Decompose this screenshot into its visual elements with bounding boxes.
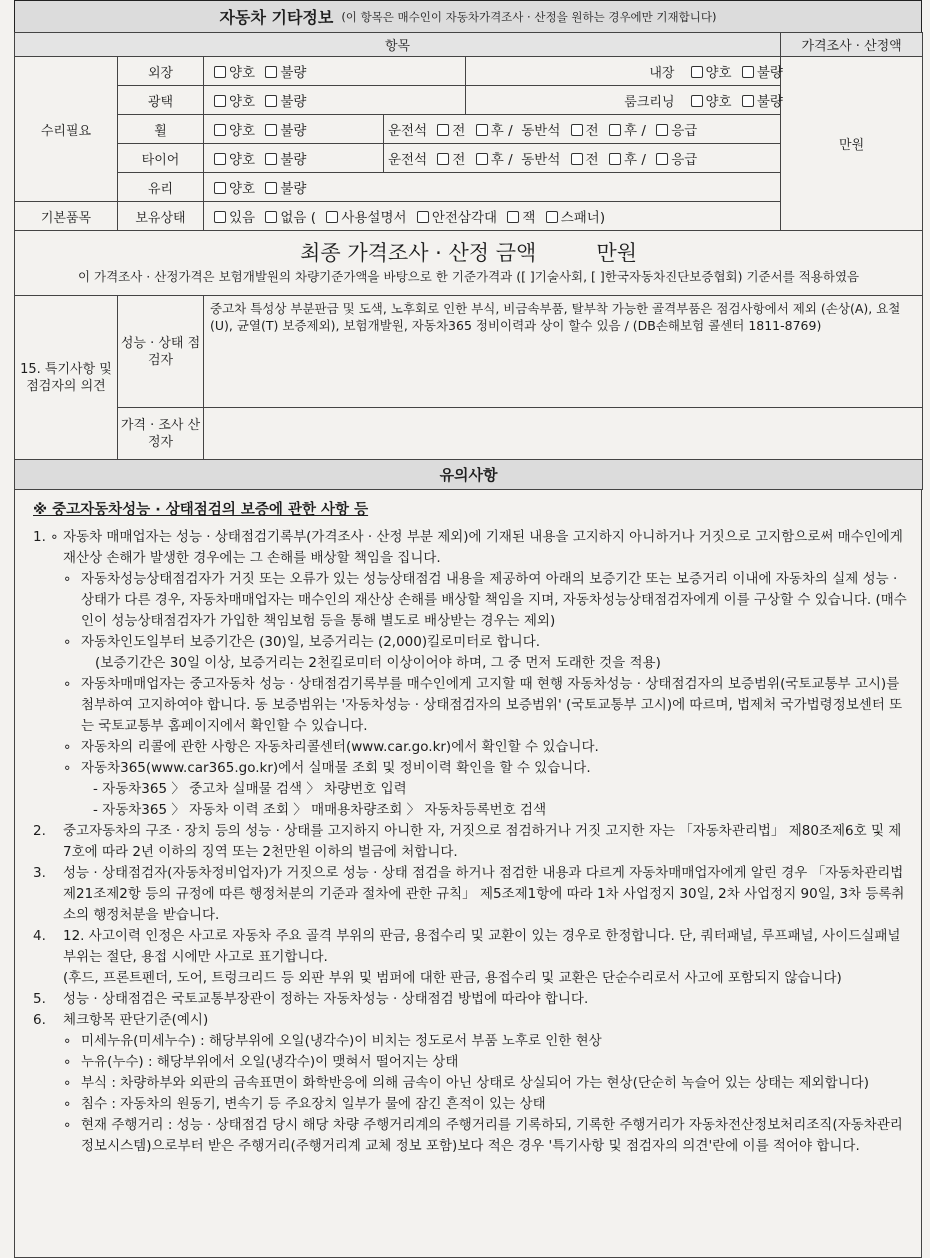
price-unit: 만원 — [781, 57, 923, 231]
note-bullet: ∘ 자동차의 리콜에 관한 사항은 자동차리콜센터(www.car.go.kr)에서 확인할 수 있습니다. — [63, 739, 599, 755]
note-item: 4. 12. 사고이력 인정은 사고로 자동차 주요 골격 부위의 판금, 용접수리 및 교환이 있는 경우로 한정합니다. 단, 쿼터패널, 루프패널, 사이드실패널 부위는 절단, 용접 시에만 사고로 표기합니다. — [33, 928, 901, 965]
note-bullet: ∘ 미세누유(미세누수) : 해당부위에 오일(냉각수)이 비치는 정도로서 부품 노후로 인한 현상 — [63, 1033, 602, 1049]
note-bullet: ∘ 자동차성능상태점검자가 거짓 또는 오류가 있는 성능상태점검 내용을 제공하여 아래의 보증기간 또는 보증거리 이내에 자동차의 실제 성능 · 상태가 다른 경우, 자동차매매업자는 매수인의 재산상 손해를 배상할 책임을 지며, 자동차성능상태점검자에게 이를 구상할 수 있습니다. (매수인이 성능상태점검자가 가입한 책임보험 등을 통해 별도로 배상받는 경우는 제외) — [63, 571, 907, 629]
price-assessor-opinion — [204, 408, 923, 460]
notes-body — [14, 490, 922, 1258]
note-bullet: ∘ 자동차인도일부터 보증기간은 (30)일, 보증거리는 (2,000)킬로미터로 합니다. — [63, 634, 541, 650]
checkbox[interactable] — [691, 66, 703, 78]
basic-items-label: 기본품목 — [15, 202, 118, 231]
row-label-exterior: 외장 — [118, 57, 204, 86]
checkbox[interactable] — [437, 153, 449, 165]
checkbox[interactable] — [214, 124, 226, 136]
gloss-options: 양호 불량 — [204, 86, 466, 115]
repair-needed-label: 수리필요 — [15, 57, 118, 202]
wheel-options: 양호 불량 — [204, 115, 384, 144]
row-label-wheel: 휠 — [118, 115, 204, 144]
row-label-glass: 유리 — [118, 173, 204, 202]
note-bullet: ∘ 자동차365(www.car365.go.kr)에서 실매물 조회 및 정비이력 확인을 할 수 있습니다. — [63, 760, 591, 776]
checkbox[interactable] — [609, 153, 621, 165]
note-bullet: ∘ 자동차매매업자는 중고자동차 성능 · 상태점검기록부를 매수인에게 고지할 때 현행 자동차성능 · 상태점검자의 보증범위(국토교통부 고시)를 첨부하여 고지하여야 합니다. 동 보증범위는 '자동차성능 · 상태점검자의 보증범위' (국토교통부 고시)에 따르며, 법제처 국가법령정보센터 또는 국토교통부 홈페이지에서 확인할 수 있습니다. — [63, 676, 903, 734]
checkbox[interactable] — [265, 211, 277, 223]
checkbox[interactable] — [437, 124, 449, 136]
note-bullet: ∘ 부식 : 차량하부와 외판의 금속표면이 화학반응에 의해 금속이 아닌 상태로 상실되어 가는 현상(단순히 녹슬어 있는 상태는 제외합니다) — [63, 1075, 869, 1091]
note-item: 1. ∘ 자동차 매매업자는 성능 · 상태점검기록부(가격조사 · 산정 부분 제외)에 기재된 내용을 고지하지 아니하거나 거짓으로 고지함으로써 매수인에게 재산상 손해가 발생한 경우에는 그 손해를 배상할 책임을 집니다. — [33, 529, 903, 566]
note-item: 2. 중고자동차의 구조 · 장치 등의 성능 · 상태를 고지하지 아니한 자, 거짓으로 점검하거나 거짓 고지한 자는 「자동차관리법」 제80조제6호 및 제7호에 따라 2년 이하의 징역 또는 2천만원 이하의 벌금에 처합니다. — [33, 823, 902, 860]
checkbox[interactable] — [476, 124, 488, 136]
checkbox[interactable] — [214, 95, 226, 107]
checkbox[interactable] — [214, 153, 226, 165]
section-title-bar — [14, 0, 922, 32]
checkbox[interactable] — [742, 95, 754, 107]
special-notes-label: 15. 특기사항 및 점검자의 의견 — [15, 296, 118, 460]
notes-section-title: 유의사항 — [15, 460, 923, 490]
checkbox[interactable] — [656, 153, 668, 165]
row-label-room-cleaning: 룸크리닝 — [466, 86, 681, 115]
price-header: 가격조사 · 산정액 — [781, 33, 923, 57]
checkbox[interactable] — [609, 124, 621, 136]
checkbox[interactable] — [656, 124, 668, 136]
final-price-cell — [15, 231, 923, 296]
item-header: 항목 — [15, 33, 781, 57]
note-item: 5. 성능 · 상태점검은 국토교통부장관이 정하는 자동차성능 · 상태점검 방법에 따라야 합니다. — [33, 991, 589, 1007]
checkbox[interactable] — [476, 153, 488, 165]
section-title: 자동차 기타정보 — [219, 8, 334, 27]
note-bullet: ∘ 누유(누수) : 해당부위에서 오일(냉각수)이 맺혀서 떨어지는 상태 — [63, 1054, 459, 1070]
note-bullet-continuation: (보증기간은 30일 이상, 보증거리는 2천킬로미터 이상이어야 하며, 그 중 먼저 도래한 것을 적용) — [95, 655, 661, 671]
checkbox[interactable] — [571, 153, 583, 165]
checkbox[interactable] — [326, 211, 338, 223]
inspector-label: 성능 · 상태 점검자 — [118, 296, 204, 408]
checkbox[interactable] — [265, 124, 277, 136]
glass-options: 양호 불량 — [204, 173, 781, 202]
checkbox[interactable] — [214, 66, 226, 78]
checkbox[interactable] — [571, 124, 583, 136]
checkbox[interactable] — [265, 182, 277, 194]
exterior-options: 양호 불량 — [204, 57, 466, 86]
checkbox[interactable] — [507, 211, 519, 223]
note-item: 6. 체크항목 판단기준(예시) — [33, 1012, 209, 1028]
tire-position-options: 운전석 전 후 / 동반석 전 후 / 응급 — [384, 144, 781, 173]
final-price-title: 최종 가격조사 · 산정 금액 만원 — [300, 241, 637, 265]
checkbox[interactable] — [546, 211, 558, 223]
note-dash-item: - 자동차365 〉 중고차 실매물 검색 〉 차량번호 입력 — [93, 781, 407, 797]
checkbox[interactable] — [265, 153, 277, 165]
note-dash-item: - 자동차365 〉 자동차 이력 조회 〉 매매용차량조회 〉 자동차등록번호 검색 — [93, 802, 547, 818]
note-item-continuation: (후드, 프론트펜더, 도어, 트렁크리드 등 외판 부위 및 범퍼에 대한 판금, 용접수리 및 교환은 단순수리로서 사고에 포함되지 않습니다) — [63, 970, 842, 986]
note-bullet: ∘ 침수 : 자동차의 원동기, 변속기 등 주요장치 일부가 물에 잠긴 흔적이 있는 상태 — [63, 1096, 546, 1112]
wheel-position-options: 운전석 전 후 / 동반석 전 후 / 응급 — [384, 115, 781, 144]
room-cleaning-options: 양호 불량 — [681, 86, 781, 115]
tire-options: 양호 불량 — [204, 144, 384, 173]
checkbox[interactable] — [265, 95, 277, 107]
checkbox[interactable] — [691, 95, 703, 107]
note-bullet: ∘ 현재 주행거리 : 성능 · 상태점검 당시 해당 차량 주행거리계의 주행거리를 기록하되, 기록한 주행거리가 자동차전산정보처리조직(자동차관리정보시스템)으로부터 받은 주행거리(주행거리계 교체 정보 포함)보다 적은 경우 '특기사항 및 점검자의 의견'란에 이를 적어야 합니다. — [63, 1117, 903, 1154]
checkbox[interactable] — [417, 211, 429, 223]
checkbox[interactable] — [214, 211, 226, 223]
possession-options: 있음 없음 ( 사용설명서 안전삼각대 잭 스패너) — [204, 202, 781, 231]
row-label-interior: 내장 — [466, 57, 681, 86]
document-page — [14, 0, 922, 1257]
checkbox[interactable] — [265, 66, 277, 78]
notes-heading: ※ 중고자동차성능 · 상태점검의 보증에 관한 사항 등 — [33, 502, 369, 518]
final-price-subtitle: 이 가격조사 · 산정가격은 보험개발원의 차량기준가액을 바탕으로 한 기준가격과 ([ ]기술사회, [ ]한국자동차진단보증협회) 기준서를 적용하였음 — [77, 269, 860, 284]
checkbox[interactable] — [742, 66, 754, 78]
checkbox[interactable] — [214, 182, 226, 194]
row-label-possession: 보유상태 — [118, 202, 204, 231]
section-note: (이 항목은 매수인이 자동차가격조사 · 산정을 원하는 경우에만 기재합니다) — [341, 9, 717, 24]
price-assessor-label: 가격 · 조사 산정자 — [118, 408, 204, 460]
row-label-gloss: 광택 — [118, 86, 204, 115]
row-label-tire: 타이어 — [118, 144, 204, 173]
other-info-table — [14, 32, 923, 490]
inspector-opinion: 중고차 특성상 부분판금 및 도색, 노후회로 인한 부식, 비금속부품, 탈부착 가능한 골격부품은 점검사항에서 제외 (손상(A), 요철(U), 균열(T) 보증제외), 보험개발원, 자동차365 정비이력과 상이 할수 있음 / (DB손해보험 콜센터 1811-8769) — [204, 296, 923, 408]
note-item: 3. 성능 · 상태점검자(자동차정비업자)가 거짓으로 성능 · 상태 점검을 하거나 점검한 내용과 다르게 자동차매매업자에게 알린 경우 「자동차관리법 제21조제2항 등의 규정에 따른 행정처분의 기준과 절차에 관한 규칙」 제5조제1항에 따라 1차 사업정지 30일, 2차 사업정지 90일, 3차 등록취소의 행정처분을 받습니다. — [33, 865, 905, 923]
interior-options: 양호 불량 — [681, 57, 781, 86]
